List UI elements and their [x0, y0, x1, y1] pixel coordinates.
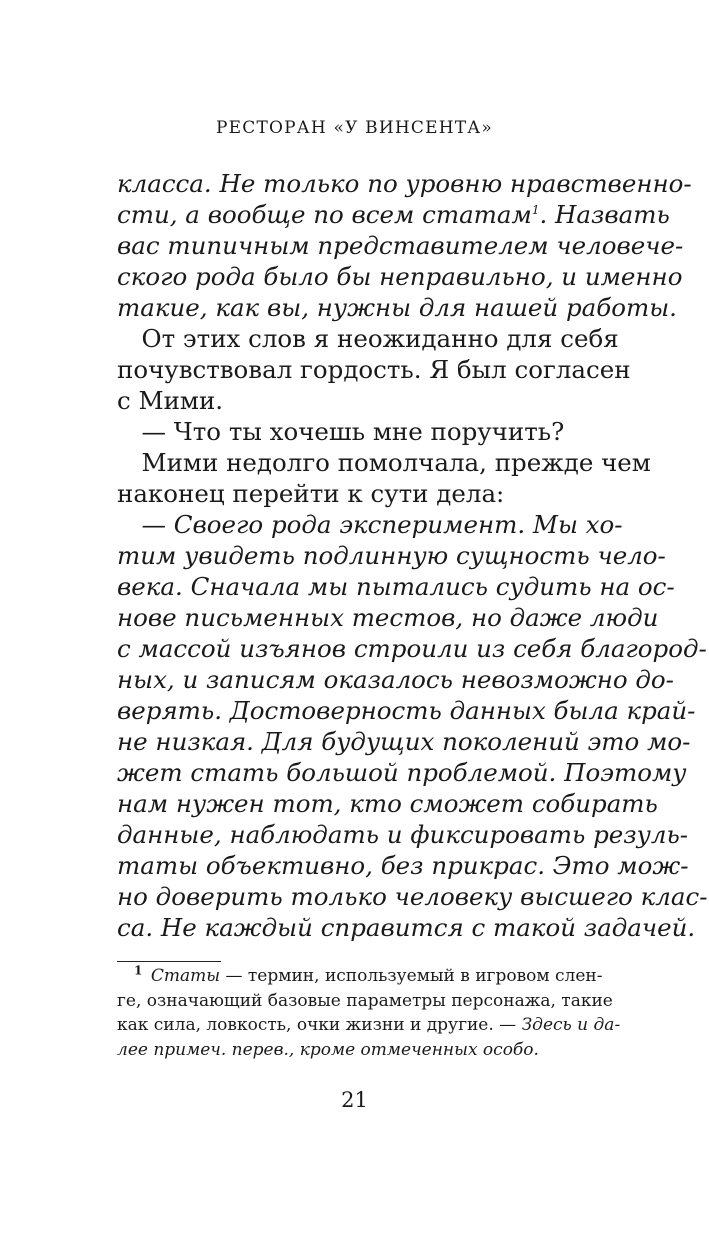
body-line-text: — Своего рода эксперимент. Мы хо-: [141, 510, 623, 539]
body-line: [117, 726, 691, 757]
body-line-text-after: . Назвать: [539, 200, 670, 229]
body-line: [117, 416, 579, 447]
footnote-line-2: ге, означающий базовые параметры персонажа, такие: [117, 990, 613, 1011]
body-line-text: — Что ты хочешь мне поручить?: [141, 417, 565, 446]
body-line-text: таты объективно, без прикрас. Это мож-: [117, 851, 689, 880]
footnote-line-3: [117, 1013, 621, 1038]
body-line-text: Мими недолго помолчала, прежде чем: [141, 448, 651, 477]
body-line-text: ского рода было бы неправильно, и именно: [117, 262, 683, 291]
body-line-text: с Мими.: [117, 386, 224, 415]
body-line: [117, 881, 708, 912]
body-line-text: наконец перейти к сути дела:: [117, 479, 505, 508]
body-line-text: не низкая. Для будущих поколений это мо-: [117, 727, 691, 756]
body-line-text: данные, наблюдать и фиксировать резуль-: [117, 820, 689, 849]
body-line-text: класса. Не только по уровню нравственно-: [117, 169, 692, 198]
body-line: [117, 447, 651, 478]
body-line: [117, 199, 670, 230]
body-line: [117, 230, 684, 261]
body-line-text: вас типичным представителем человече-: [117, 231, 684, 260]
body-line: [117, 385, 579, 416]
body-line: [117, 602, 659, 633]
footnote-line-1-rest: — термин, используемый в игровом слен-: [220, 966, 603, 986]
body-line-text: нам нужен тот, кто сможет собирать: [117, 789, 658, 818]
body-line-text: с массой изъянов строили из себя благород-: [117, 634, 707, 663]
body-line: [117, 540, 666, 571]
body-line-text: сти, а вообще по всем статам: [117, 200, 532, 229]
body-line: [117, 323, 619, 354]
footnote-line-3-plain: как сила, ловкость, очки жизни и другие. —: [117, 1015, 522, 1035]
body-line-text: но доверить только человеку высшего клас-: [117, 882, 708, 911]
body-line-text: са. Не каждый справится с такой задачей.: [117, 913, 696, 942]
body-line: [117, 509, 623, 540]
footnote-line-1: [117, 963, 603, 989]
body-line: [117, 788, 658, 819]
running-header: РЕСТОРАН «У ВИНСЕНТА»: [216, 118, 493, 138]
body-text: [117, 168, 708, 943]
body-line: [117, 664, 674, 695]
footnote-line-3-italic: Здесь и да-: [521, 1015, 621, 1035]
body-line: [117, 912, 696, 943]
body-line: [117, 633, 707, 664]
footnote-mark: 1: [134, 963, 143, 978]
body-line-text: ных, и записям оказалось невозможно до-: [117, 665, 674, 694]
body-line-text: тим увидеть подлинную сущность чело-: [117, 541, 666, 570]
body-line: [117, 168, 692, 199]
footnote-term: Статы: [150, 966, 221, 986]
footnote-line-4: лее примеч. перев., кроме отмеченных особо.: [117, 1039, 539, 1060]
body-line: [117, 850, 689, 881]
body-line: [117, 354, 631, 385]
body-line-text: века. Сначала мы пытались судить на ос-: [117, 572, 675, 601]
body-line: [117, 478, 579, 509]
body-line: [117, 695, 696, 726]
body-line: [117, 819, 689, 850]
footnote-rule: [117, 961, 221, 962]
body-line-text: От этих слов я неожиданно для себя: [141, 324, 619, 353]
body-line-text: верять. Достоверность данных была край-: [117, 696, 696, 725]
footnote: [117, 963, 621, 1062]
page-number: 21: [341, 1088, 368, 1112]
body-line: [117, 292, 677, 323]
body-line: [117, 757, 687, 788]
footnote-ref: 1: [531, 202, 540, 217]
body-line-text: такие, как вы, нужны для нашей работы.: [117, 293, 677, 322]
body-line-text: почувствовал гордость. Я был согласен: [117, 355, 631, 384]
body-line-text: нове письменных тестов, но даже люди: [117, 603, 659, 632]
body-line: [117, 261, 683, 292]
body-line: [117, 571, 675, 602]
body-line-text: жет стать большой проблемой. Поэтому: [117, 758, 687, 787]
